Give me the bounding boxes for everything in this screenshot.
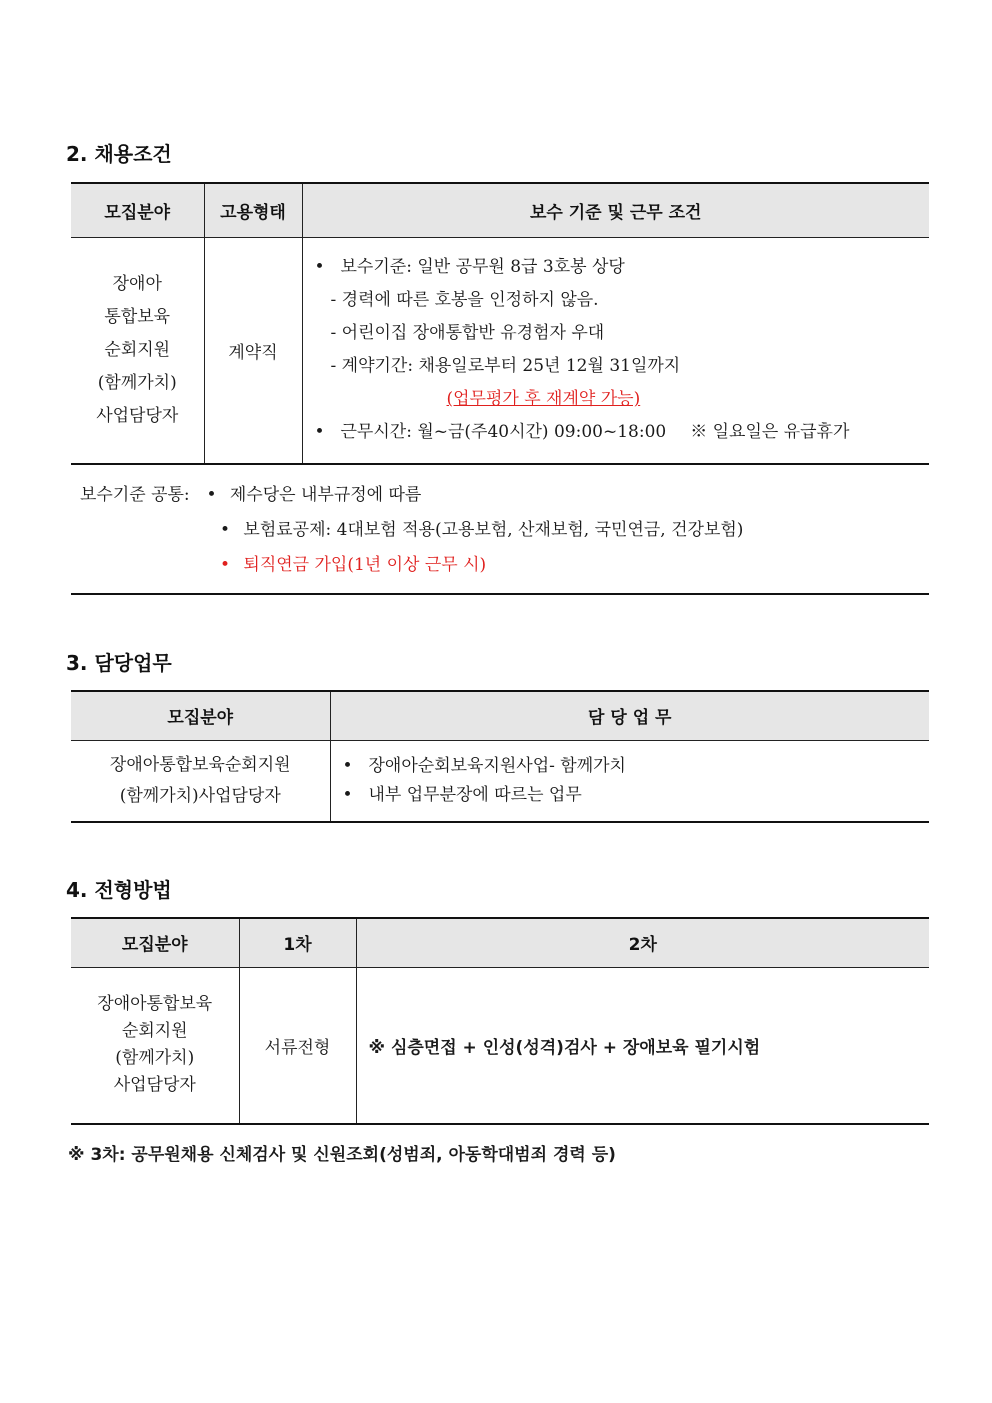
header-duties: 담 당 업 무 xyxy=(330,691,929,740)
field-line: (함께가치) xyxy=(115,1048,195,1069)
third-stage-note: ※ 3차: 공무원채용 신체검사 및 신원조회(성범죄, 아동학대범죄 경력 등) xyxy=(68,1145,616,1165)
field-line: (함께가치)사업담당자 xyxy=(119,785,281,806)
condition-sub-3: - 계약기간: 채용일로부터 25년 12월 31일까지 xyxy=(330,356,681,377)
employment-type-cell: 계약직 xyxy=(204,237,302,464)
field-line: 사업담당자 xyxy=(113,1075,196,1096)
section3-heading: 3. 담당업무 xyxy=(66,651,172,675)
common-item-allowance: 제수당은 내부규정에 따름 xyxy=(229,485,422,505)
bullet: • xyxy=(206,485,217,505)
header-employment-type: 고용형태 xyxy=(204,183,302,237)
condition-sub-1: - 경력에 따른 호봉을 인정하지 않음. xyxy=(330,290,599,311)
duty-item: • 내부 업무분장에 따르는 업무 xyxy=(331,781,930,810)
duties-table xyxy=(71,690,929,823)
work-hours: • 근무시간: 월~금(주40시간) 09:00~18:00 ※ 일요일은 유급휴가 xyxy=(303,416,930,449)
first-stage-cell: 서류전형 xyxy=(239,967,356,1124)
header-first-stage: 1차 xyxy=(239,918,356,967)
field-line: 순회지원 xyxy=(121,1021,188,1042)
field-line: 순회지원 xyxy=(104,339,171,360)
field-line: (함께가치) xyxy=(97,372,177,393)
field-line: 사업담당자 xyxy=(96,405,179,426)
header-field: 모집분야 xyxy=(71,918,239,967)
selection-method-table xyxy=(71,917,929,1125)
common-item-pension: 퇴직연금 가입(1년 이상 근무 시) xyxy=(243,555,487,575)
common-label: 보수기준 공통: xyxy=(80,485,190,505)
duty-item: • 장애아순회보육지원사업- 함께가치 xyxy=(331,752,930,781)
second-stage-cell: ※ 심층면접 + 인성(성격)검사 + 장애보육 필기시험 xyxy=(356,967,929,1124)
field-line: 통합보육 xyxy=(104,306,171,327)
duties-cell xyxy=(330,740,929,822)
section4-heading: 4. 전형방법 xyxy=(66,878,172,902)
renewal-note: (업무평가 후 재계약 가능) xyxy=(446,389,641,410)
header-second-stage: 2차 xyxy=(356,918,929,967)
field-cell xyxy=(71,237,204,464)
field-line: 장애아통합보육 xyxy=(97,994,213,1015)
common-pay-standards xyxy=(80,478,743,583)
bullet: • xyxy=(220,520,231,540)
bullet: • xyxy=(220,555,231,575)
field-line: 장애아 xyxy=(112,273,162,294)
section2-heading: 2. 채용조건 xyxy=(66,142,172,166)
field-cell xyxy=(71,967,239,1124)
header-pay-conditions: 보수 기준 및 근무 조건 xyxy=(302,183,929,237)
pay-standard: • 보수기준: 일반 공무원 8급 3호봉 상당 xyxy=(303,251,930,284)
holiday-note: ※ 일요일은 유급휴가 xyxy=(690,422,850,443)
field-cell xyxy=(71,740,330,822)
conditions-cell xyxy=(302,237,929,464)
common-item-insurance: 보험료공제: 4대보험 적용(고용보험, 산재보험, 국민연금, 건강보험) xyxy=(243,520,744,540)
section2-bottom-rule xyxy=(71,593,929,595)
employment-conditions-table xyxy=(71,182,929,465)
field-line: 장애아통합보육순회지원 xyxy=(109,754,291,775)
header-field: 모집분야 xyxy=(71,183,204,237)
condition-sub-2: - 어린이집 장애통합반 유경험자 우대 xyxy=(330,323,605,344)
header-field: 모집분야 xyxy=(71,691,330,740)
